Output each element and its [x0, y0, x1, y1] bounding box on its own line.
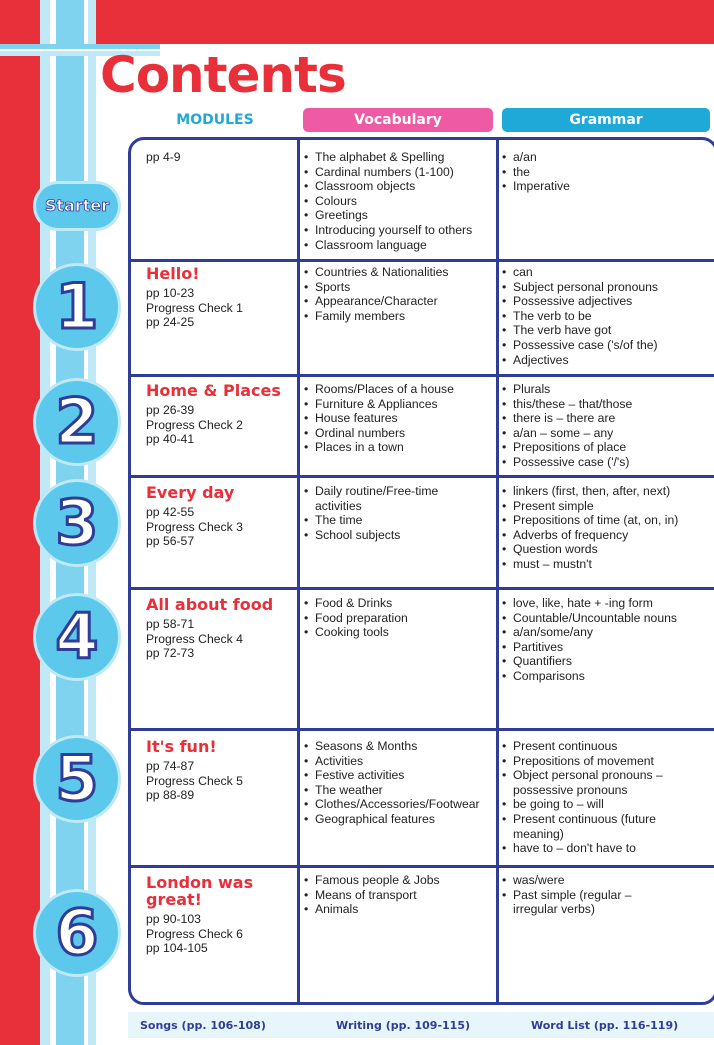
grammar-item: • a/an/some/any — [502, 625, 708, 640]
grammar-item: • Comparisons — [502, 669, 708, 684]
vocabulary-item: • Appearance/Character — [304, 294, 492, 309]
vocabulary-item: • Classroom language — [304, 238, 492, 253]
grammar-item: • there is – there are — [502, 411, 708, 426]
vocabulary-cell — [304, 596, 492, 640]
row-divider — [128, 728, 714, 731]
grammar-cell — [502, 739, 680, 856]
grammar-item: • Prepositions of place — [502, 440, 708, 455]
grammar-cell — [502, 150, 708, 194]
vocabulary-item: • Classroom objects — [304, 179, 492, 194]
badge-module-2: 2 — [36, 381, 118, 463]
vocabulary-item: • Ordinal numbers — [304, 426, 492, 441]
module-pages: pp 40-41 — [146, 432, 195, 447]
vocabulary-cell — [304, 873, 492, 917]
grammar-item: • Imperative — [502, 179, 708, 194]
grammar-cell — [502, 484, 708, 572]
grammar-cell — [502, 265, 708, 367]
grammar-item: • a/an — [502, 150, 708, 165]
grammar-item: • love, like, hate + -ing form — [502, 596, 708, 611]
module-title: All about food — [146, 595, 274, 614]
grammar-item: • Past simple (regular – irregular verbs) — [502, 888, 662, 917]
module-pages: pp 24-25 — [146, 315, 195, 330]
row-divider — [128, 587, 714, 590]
grammar-item: • linkers (first, then, after, next) — [502, 484, 708, 499]
grammar-item: • Possessive adjectives — [502, 294, 708, 309]
module-pages: pp 88-89 — [146, 788, 195, 803]
module-cell-4 — [146, 596, 292, 661]
vocabulary-item: • Activities — [304, 754, 496, 769]
module-cell-5 — [146, 738, 292, 803]
vocabulary-item: • Daily routine/Free-time activities — [304, 484, 464, 513]
module-pages: pp 74-87 — [146, 759, 195, 773]
module-pages: Progress Check 6 — [146, 926, 243, 941]
grammar-item: • can — [502, 265, 708, 280]
vocabulary-item: • Family members — [304, 309, 492, 324]
badge-starter: Starter — [36, 184, 118, 228]
grammar-item: • Possessive case ('/'s) — [502, 455, 708, 470]
grammar-cell — [502, 873, 662, 917]
grammar-item: • Prepositions of movement — [502, 754, 680, 769]
footer-writing: Writing (pp. 109-115) — [336, 1019, 470, 1032]
grammar-item: • have to – don't have to — [502, 841, 680, 856]
row-divider — [128, 259, 714, 262]
grammar-item: • Object personal pronouns – possessive pronouns — [502, 768, 680, 797]
grammar-item: • Question words — [502, 542, 708, 557]
module-pages: Progress Check 3 — [146, 519, 243, 534]
vocabulary-item: • Famous people & Jobs — [304, 873, 492, 888]
module-pages: pp 58-71 — [146, 617, 195, 631]
module-cell-3 — [146, 484, 292, 549]
grammar-cell — [502, 382, 708, 470]
vocabulary-item: • Food & Drinks — [304, 596, 492, 611]
grammar-item: • Present simple — [502, 499, 708, 514]
vocabulary-item: • Clothes/Accessories/Footwear — [304, 797, 496, 812]
header-modules: MODULES — [176, 112, 254, 128]
grammar-item: • Present continuous — [502, 739, 680, 754]
vocabulary-item: • School subjects — [304, 528, 464, 543]
module-pages: Progress Check 2 — [146, 417, 243, 432]
module-cell-6 — [146, 874, 256, 956]
grammar-item: • Possessive case ('s/of the) — [502, 338, 708, 353]
module-title: Hello! — [146, 264, 200, 283]
module-pages: pp 104-105 — [146, 941, 208, 956]
module-pages: Progress Check 4 — [146, 631, 243, 646]
vocabulary-item: • Greetings — [304, 208, 492, 223]
vocabulary-item: • Cardinal numbers (1-100) — [304, 165, 492, 180]
vocabulary-item: • Colours — [304, 194, 492, 209]
module-title: Home & Places — [146, 381, 281, 400]
vocabulary-item: • Introducing yourself to others — [304, 223, 492, 238]
module-pages: pp 72-73 — [146, 646, 195, 661]
grammar-item: • Adjectives — [502, 353, 708, 368]
grammar-item: • Subject personal pronouns — [502, 280, 708, 295]
vocabulary-item: • Geographical features — [304, 812, 496, 827]
vocabulary-item: • The time — [304, 513, 464, 528]
row-divider — [128, 475, 714, 478]
vocabulary-item: • Rooms/Places of a house — [304, 382, 492, 397]
grammar-item: • The verb have got — [502, 323, 708, 338]
footer-songs: Songs (pp. 106-108) — [140, 1019, 266, 1032]
vocabulary-item: • The alphabet & Spelling — [304, 150, 492, 165]
grammar-item: • Prepositions of time (at, on, in) — [502, 513, 708, 528]
grammar-item: • Partitives — [502, 640, 708, 655]
grammar-cell — [502, 596, 708, 684]
module-title: Every day — [146, 483, 235, 502]
module-pages: Progress Check 1 — [146, 300, 243, 315]
module-pages: Progress Check 5 — [146, 773, 243, 788]
vocabulary-item: • Furniture & Appliances — [304, 397, 492, 412]
vocabulary-item: • The weather — [304, 783, 496, 798]
grammar-item: • must – mustn't — [502, 557, 708, 572]
vocabulary-item: • Means of transport — [304, 888, 492, 903]
grammar-item: • was/were — [502, 873, 662, 888]
module-cell-starter — [146, 150, 292, 165]
grammar-item: • The verb to be — [502, 309, 708, 324]
row-divider — [128, 374, 714, 377]
vocabulary-item: • Seasons & Months — [304, 739, 496, 754]
module-pages: pp 4-9 — [146, 150, 181, 164]
grammar-item: • Present continuous (future meaning) — [502, 812, 680, 841]
vocabulary-cell — [304, 484, 464, 542]
badge-module-4: 4 — [36, 596, 118, 678]
vocabulary-item: • Cooking tools — [304, 625, 492, 640]
vocabulary-item: • Animals — [304, 902, 492, 917]
grammar-item: • Countable/Uncountable nouns — [502, 611, 708, 626]
module-pages: pp 90-103 — [146, 912, 201, 926]
grammar-item: • this/these – that/those — [502, 397, 708, 412]
footer-wordlist: Word List (pp. 116-119) — [531, 1019, 679, 1032]
module-cell-1 — [146, 265, 292, 330]
column-divider — [496, 137, 499, 1005]
row-divider — [128, 865, 714, 868]
grammar-item: • Quantifiers — [502, 654, 708, 669]
module-title: London was great! — [146, 873, 254, 909]
vocabulary-item: • Festive activities — [304, 768, 496, 783]
grammar-item: • the — [502, 165, 708, 180]
badge-module-1: 1 — [36, 266, 118, 348]
column-divider — [297, 137, 300, 1005]
vocabulary-cell — [304, 739, 496, 827]
module-pages: pp 26-39 — [146, 403, 195, 417]
vocabulary-item: • Sports — [304, 280, 492, 295]
header-vocabulary: Vocabulary — [303, 108, 493, 132]
module-cell-2 — [146, 382, 292, 447]
vocabulary-item: • Food preparation — [304, 611, 492, 626]
grammar-item: • Plurals — [502, 382, 708, 397]
badge-module-6: 6 — [36, 892, 118, 974]
module-title: It's fun! — [146, 737, 217, 756]
vocabulary-cell — [304, 265, 492, 323]
page-title: Contents — [100, 46, 346, 104]
grammar-item: • a/an – some – any — [502, 426, 708, 441]
vocabulary-cell — [304, 150, 492, 252]
vocabulary-item: • Countries & Nationalities — [304, 265, 492, 280]
vocabulary-item: • Places in a town — [304, 440, 492, 455]
vocabulary-cell — [304, 382, 492, 455]
module-pages: pp 42-55 — [146, 505, 195, 519]
module-pages: pp 56-57 — [146, 534, 195, 549]
grammar-item: • Adverbs of frequency — [502, 528, 708, 543]
badge-module-3: 3 — [36, 482, 118, 564]
badge-module-5: 5 — [36, 738, 118, 820]
vocabulary-item: • House features — [304, 411, 492, 426]
header-grammar: Grammar — [502, 108, 710, 132]
module-pages: pp 10-23 — [146, 286, 195, 300]
grammar-item: • be going to – will — [502, 797, 680, 812]
